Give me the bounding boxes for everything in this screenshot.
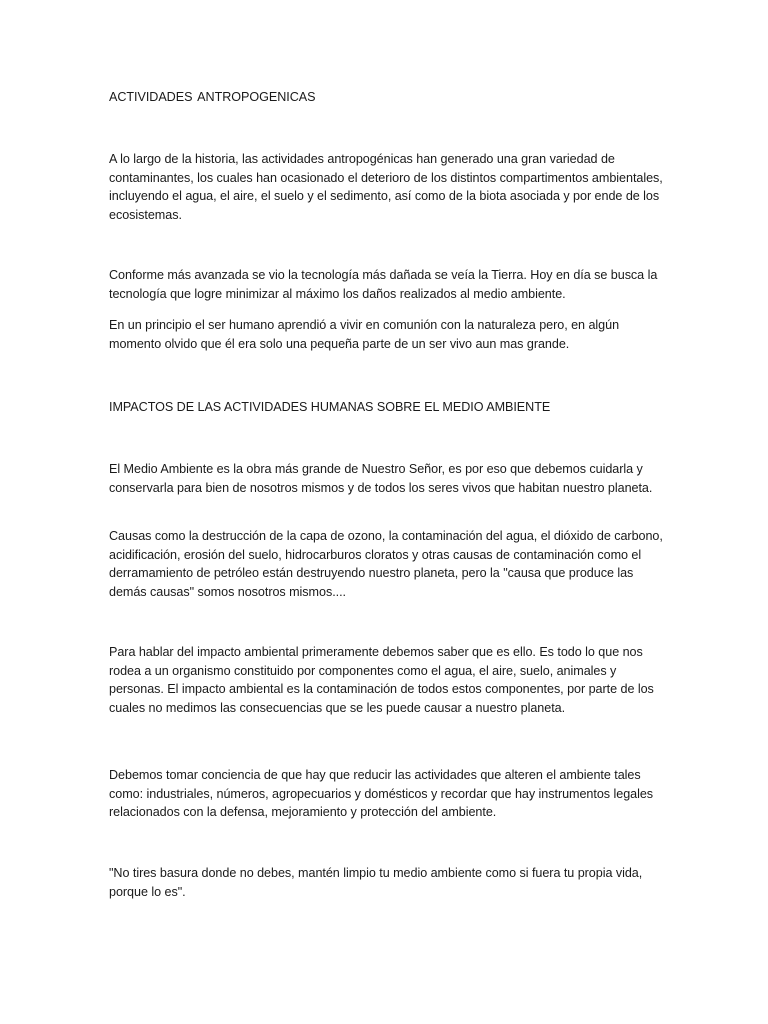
paragraph-tecnologia: Conforme más avanzada se vio la tecnología más dañada se veía la Tierra. Hoy en día se busca la tecnología que logre minimizar al máximo los daños realizados al medio ambiente. [109, 268, 658, 301]
paragraph-impacto-ambiental: Para hablar del impacto ambiental primeramente debemos saber que es ello. Es todo lo que nos rodea a un organismo constituido por componentes como el agua, el aire, suelo, animales y personas. El impacto ambiental es la contaminación de todos estos componentes, por parte de los cuales no medimos las consecuencias que se les puede causar a nuestro planeta. [109, 645, 654, 715]
paragraph-medio-ambiente: El Medio Ambiente es la obra más grande de Nuestro Señor, es por eso que debemos cuidarla y conservarla para bien de nosotros mismos y de todos los seres vivos que habitan nuestro planeta. [109, 462, 653, 495]
paragraph-historia: A lo largo de la historia, las actividades antropogénicas han generado una gran variedad de contaminantes, los cuales han ocasionado el deterioro de los distintos compartimentos ambientales, incluyendo el agua, el aire, el suelo y el sedimento, así como de la biota asociada y por ende de los ecosistemas. [109, 152, 663, 222]
paragraph-conciencia: Debemos tomar conciencia de que hay que reducir las actividades que alteren el ambiente tales como: industriales, números, agropecuarios y domésticos y recordar que hay instrumentos legales relacionados con la defensa, mejoramiento y protección del ambiente. [109, 768, 654, 820]
paragraph-cita-final: "No tires basura donde no debes, mantén limpio tu medio ambiente como si fuera tu propia vida, porque lo es". [109, 866, 643, 899]
paragraph-causas: Causas como la destrucción de la capa de ozono, la contaminación del agua, el dióxido de carbono, acidificación, erosión del suelo, hidrocarburos cloratos y otras causas de contaminación como el derramamiento de petróleo están destruyendo nuestro planeta, pero la "causa que produce las demás causas" somos nosotros mismos.... [109, 529, 663, 599]
section-title-actividades: ACTIVIDADES ANTROPOGENICAS [109, 90, 316, 104]
section-title-impactos: IMPACTOS DE LAS ACTIVIDADES HUMANAS SOBRE EL MEDIO AMBIENTE [109, 400, 551, 414]
paragraph-naturaleza: En un principio el ser humano aprendió a vivir en comunión con la naturaleza pero, en algún momento olvido que él era solo una pequeña parte de un ser vivo aun mas grande. [109, 318, 620, 351]
